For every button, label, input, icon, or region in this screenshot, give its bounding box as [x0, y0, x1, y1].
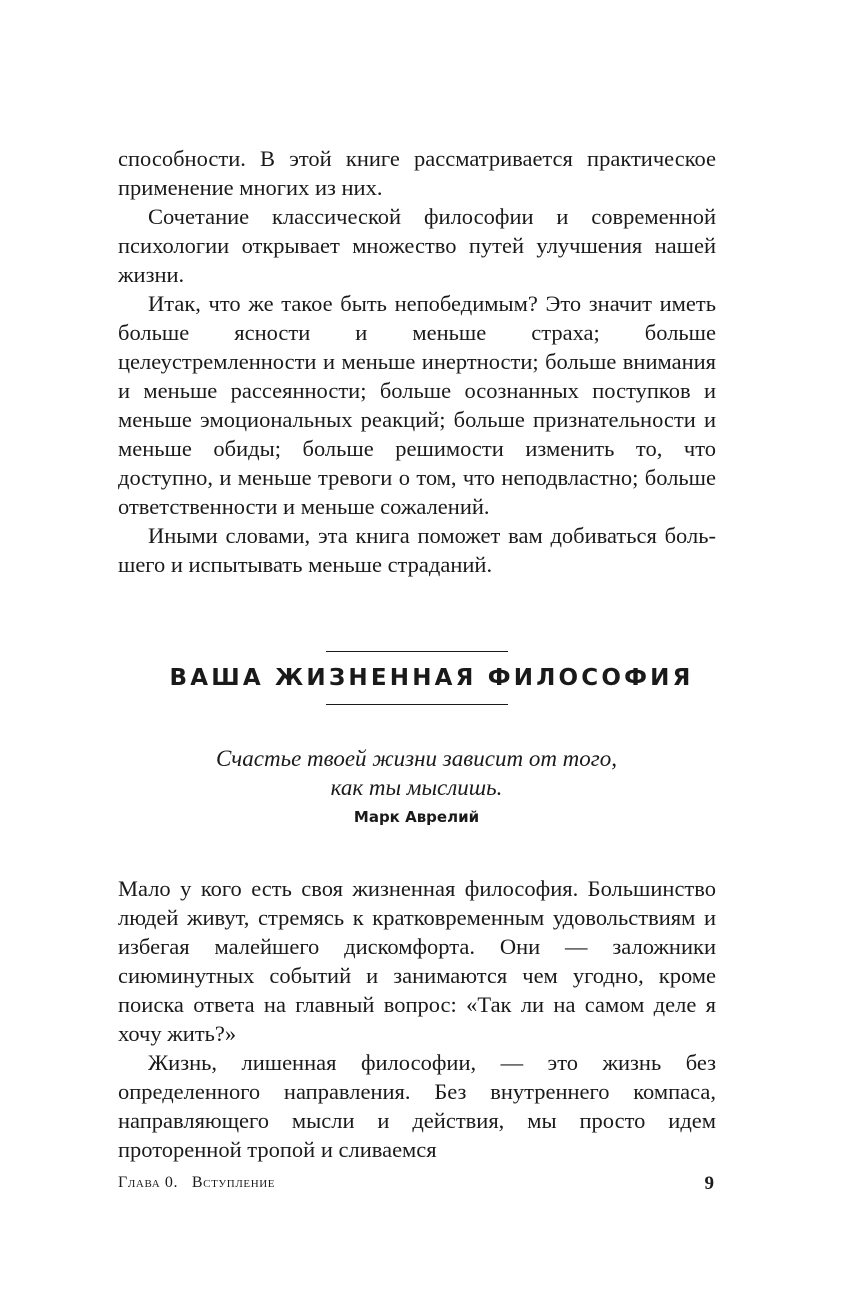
chapter-title: Вступление: [191, 1174, 276, 1191]
heading-rule-top: [326, 651, 508, 652]
epigraph-line: Счастье твоей жизни зависит от того,: [215, 746, 618, 771]
section-title: ВАША ЖИЗНЕННАЯ ФИЛОСОФИЯ: [169, 665, 694, 691]
epigraph-line: как ты мыслишь.: [330, 775, 503, 800]
epigraph: [0, 744, 833, 827]
body-text-bottom: [118, 874, 716, 1164]
paragraph: Сочетание классической философии и современной психологии открывает множество путей улучшения нашей жизни.: [118, 204, 716, 287]
running-footer: [118, 1172, 275, 1194]
epigraph-quote: [0, 744, 833, 802]
chapter-number: Глава 0.: [118, 1174, 179, 1191]
paragraph: Итак, что же такое быть непобедимым? Это значит иметь больше ясности и меньше страха; больше целеустремленности и меньше инертности; больше внимания и меньше рассеянности; больше осознанных поступков и меньше эмоциональных реакций; больше признательности и меньше обиды; больше решимости изменить то, что доступно, и меньше тревоги о том, что неподвластно; больше ответственности и меньше сожалений.: [118, 291, 716, 519]
heading-rule-bottom: [326, 704, 508, 705]
epigraph-author: Марк Аврелий: [353, 808, 480, 826]
paragraph: Жизнь, лишенная философии, — это жизнь без определенного направления. Без внутреннего компаса, направляющего мысли и действия, мы просто идем проторенной тропой и сливаемся: [118, 1050, 716, 1162]
paragraph: Мало у кого есть своя жизненная философия. Большинство людей живут, стремясь к кратковременным удовольствиям и избегая малейшего дискомфорта. Они — заложники сиюминутных событий и занимаются чем угодно, кроме поиска ответа на главный вопрос: «Так ли на самом деле я хочу жить?»: [118, 876, 716, 1046]
page-number: 9: [704, 1173, 714, 1194]
body-text-top: [118, 144, 716, 579]
paragraph: способности. В этой книге рассматривается практическое применение многих из них.: [118, 146, 716, 200]
paragraph: Иными словами, эта книга поможет вам добиваться большего и испытывать меньше страданий.: [118, 523, 716, 577]
